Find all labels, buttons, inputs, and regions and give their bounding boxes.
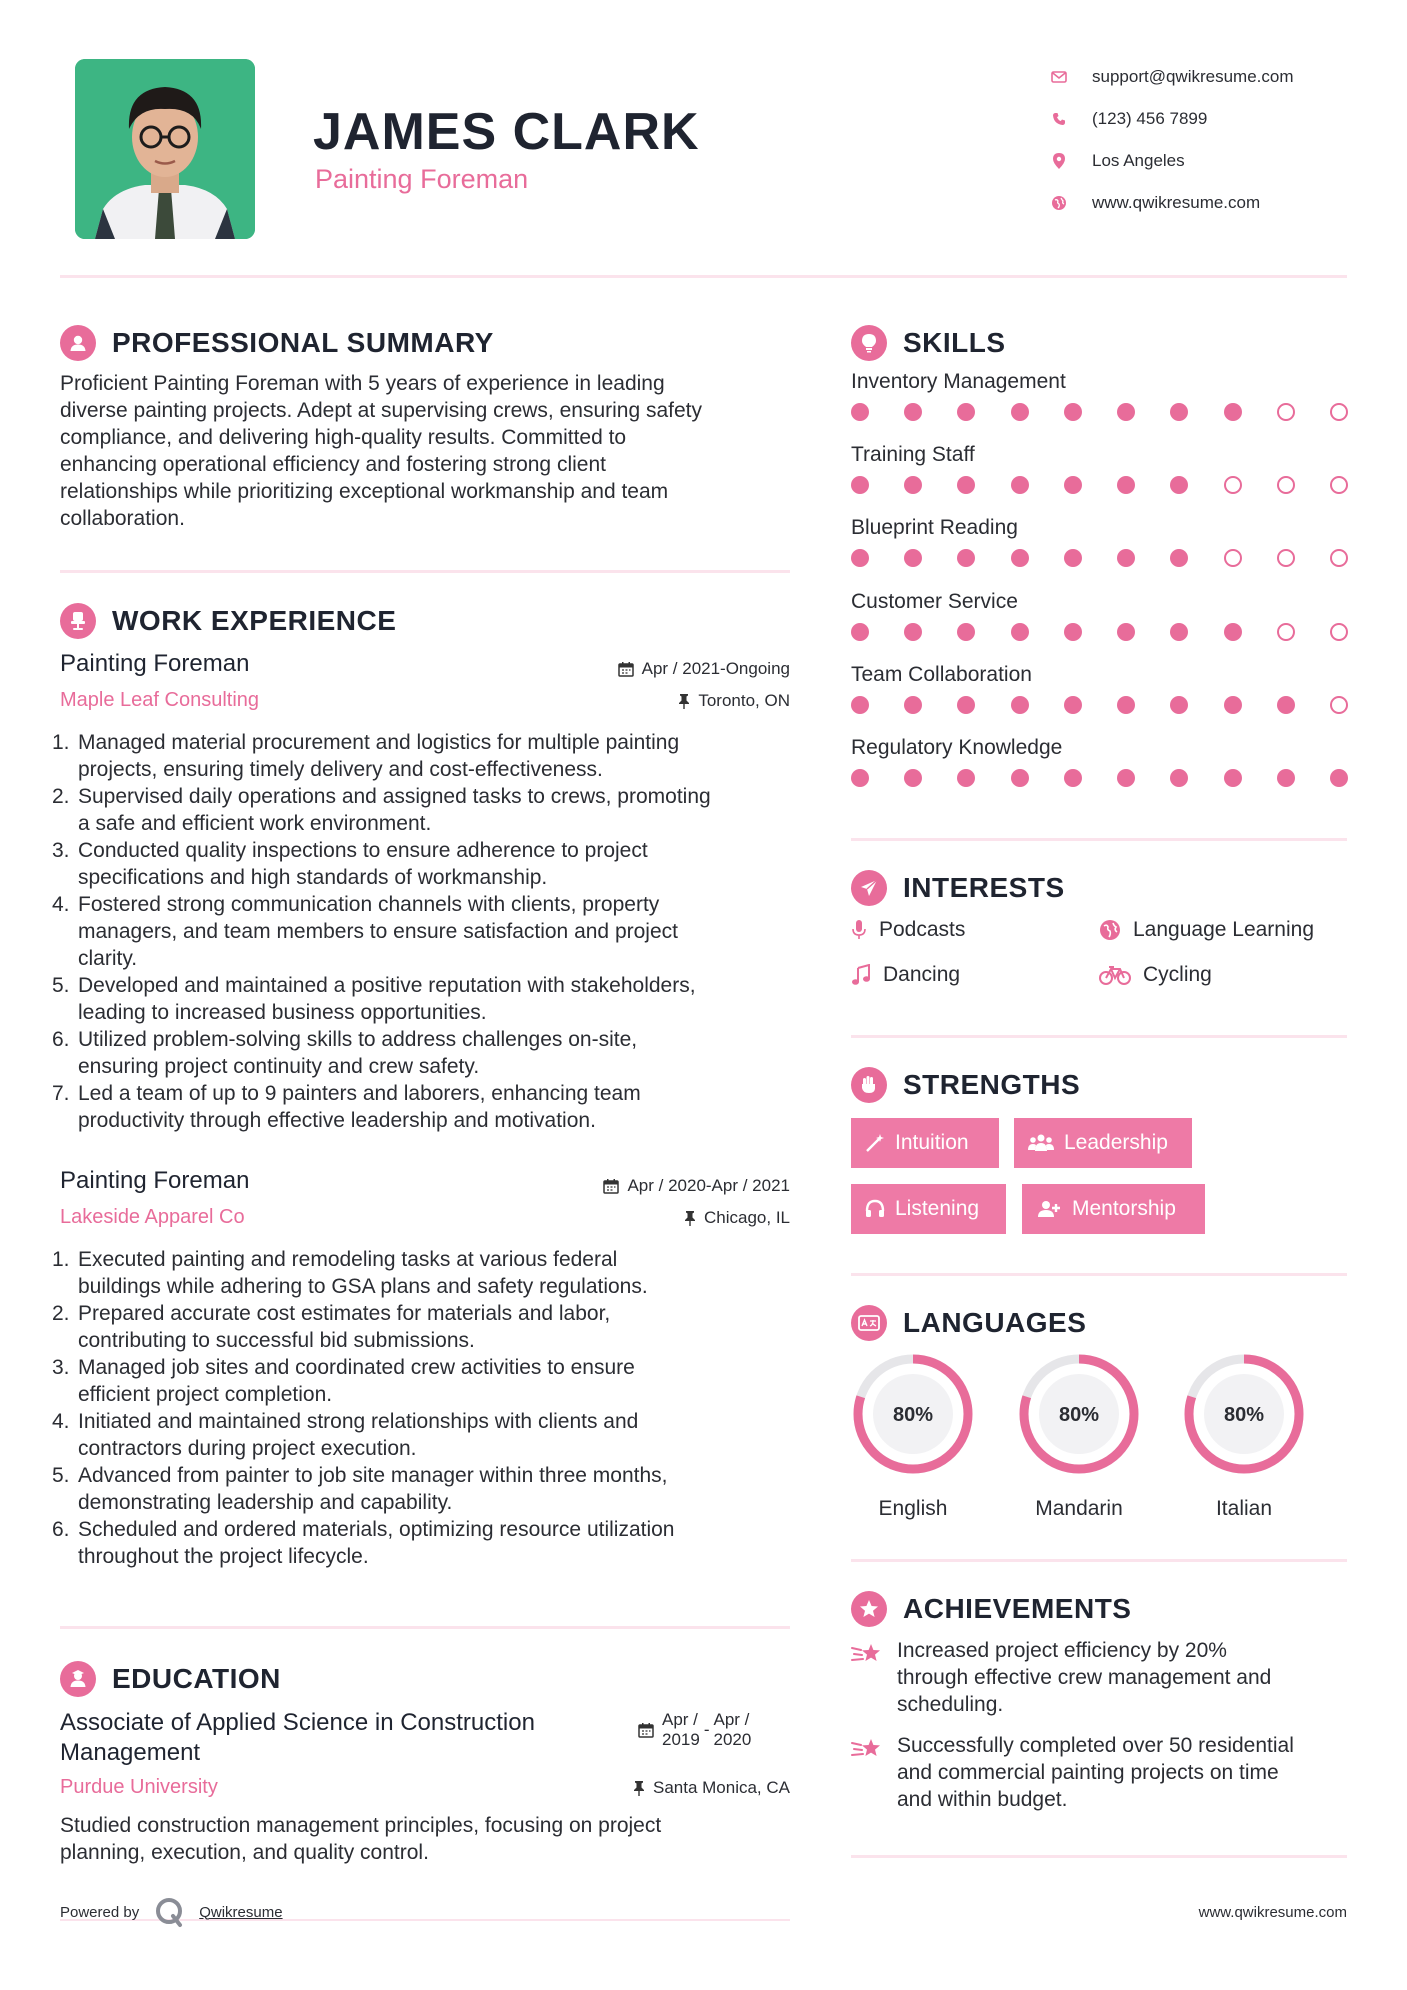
summary-text: [60, 370, 800, 532]
rating-dot-filled: [957, 476, 975, 494]
strength-listening: Listening: [851, 1184, 1006, 1234]
pushpin-icon: [633, 1780, 645, 1796]
job-1-dates-text: Apr / 2021-Ongoing: [641, 659, 790, 678]
rating-dot-filled: [904, 476, 922, 494]
skill-name: Blueprint Reading: [851, 516, 1018, 540]
rating-dot-filled: [1011, 696, 1029, 714]
rating-dot-filled: [1011, 623, 1029, 641]
list-item: 3. Managed job sites and coordinated crew activities to ensure efficient project completion.: [52, 1356, 635, 1406]
rating-dot-filled: [1170, 769, 1188, 787]
contact-email[interactable]: [1050, 56, 1294, 98]
language-card-icon: [851, 1305, 887, 1341]
skill-item: [851, 370, 1351, 421]
skills-header: [851, 325, 1006, 361]
rating-dot-empty: [1224, 476, 1242, 494]
skill-name: Customer Service: [851, 589, 1018, 613]
rating-dot-filled: [1064, 403, 1082, 421]
education-date-end: Apr / 2020: [713, 1710, 752, 1749]
chair-icon: [60, 603, 96, 639]
location-text: Los Angeles: [1092, 151, 1185, 170]
envelope-icon: [1050, 68, 1068, 86]
summary-line: collaboration.: [60, 507, 185, 530]
strength-mentorship: Mentorship: [1022, 1184, 1205, 1234]
languages-title: LANGUAGES: [903, 1307, 1087, 1338]
interests-header: [851, 870, 1065, 906]
summary-header: [60, 325, 494, 361]
language-progress-ring: [1017, 1352, 1141, 1476]
rating-dot-filled: [1011, 476, 1029, 494]
interests-divider: [851, 1035, 1347, 1038]
job-1-company: Maple Leaf Consulting: [60, 689, 260, 711]
microphone-icon: [851, 919, 867, 941]
user-icon: [60, 325, 96, 361]
interest-dancing: Dancing: [851, 963, 960, 987]
job-1-location: [560, 691, 790, 711]
job-2-company: Lakeside Apparel Co: [60, 1206, 245, 1228]
rating-dot-filled: [1117, 549, 1135, 567]
experience-header: [60, 603, 396, 639]
skill-rating: [851, 696, 1348, 714]
job-2-dates-text: Apr / 2020-Apr / 2021: [627, 1176, 790, 1195]
footer-website[interactable]: www.qwikresume.com: [1198, 1904, 1347, 1921]
rating-dot-filled: [1011, 549, 1029, 567]
list-item: 1. Executed painting and remodeling tasks at various federal buildings while adhering to GSA plans and safety regulations.: [52, 1248, 648, 1298]
profile-photo: [75, 59, 255, 239]
graduate-icon: [60, 1661, 96, 1697]
interest-podcasts: Podcasts: [851, 918, 965, 942]
phone-icon: [1050, 110, 1068, 128]
skill-rating: [851, 403, 1348, 421]
globe-icon: [1099, 919, 1121, 941]
rating-dot-filled: [1117, 623, 1135, 641]
experience-title: WORK EXPERIENCE: [112, 605, 397, 636]
list-item: 7. Led a team of up to 9 painters and laborers, enhancing team productivity through effective leadership and motivation.: [52, 1082, 641, 1132]
list-item: 4. Initiated and maintained strong relationships with clients and contractors during project execution.: [52, 1410, 639, 1460]
bicycle-icon: [1099, 965, 1131, 985]
rating-dot-empty: [1277, 476, 1295, 494]
music-note-icon: [851, 964, 871, 986]
job-1-dates: [560, 659, 790, 679]
rating-dot-empty: [1330, 696, 1348, 714]
rating-dot-filled: [904, 403, 922, 421]
languages-divider: [851, 1559, 1347, 1562]
language-progress-ring: [851, 1352, 975, 1476]
rating-dot-empty: [1330, 549, 1348, 567]
language-name: Italian: [1215, 1497, 1273, 1520]
summary-line: diverse painting projects. Adept at supervising crews, ensuring safety: [60, 399, 703, 422]
job-1-title: Painting Foreman: [60, 650, 250, 677]
list-item: 2. Prepared accurate cost estimates for materials and labor, contributing to successful bid submissions.: [52, 1302, 611, 1352]
rating-dot-empty: [1330, 476, 1348, 494]
job-2-title: Painting Foreman: [60, 1167, 250, 1194]
list-item: 3. Conducted quality inspections to ensure adherence to project specifications and high standards of workmanship.: [52, 839, 648, 889]
rating-dot-filled: [1277, 696, 1295, 714]
skill-name: Inventory Management: [851, 370, 1066, 393]
language-name: Mandarin: [1035, 1497, 1123, 1520]
language-item: [851, 1352, 975, 1521]
achievements-header: [851, 1591, 1131, 1627]
rating-dot-filled: [1170, 696, 1188, 714]
achievement-item: Increased project efficiency by 20% through effective crew management and scheduling.: [851, 1637, 1351, 1718]
rating-dot-filled: [904, 696, 922, 714]
headphones-icon: [865, 1199, 885, 1219]
rating-dot-filled: [1117, 769, 1135, 787]
job-2-bullets: [52, 1246, 798, 1570]
powered-by-label: Powered by: [60, 1903, 140, 1921]
strengths-divider: [851, 1273, 1347, 1276]
job-1-location-text: Toronto, ON: [698, 691, 790, 710]
calendar-icon: [618, 661, 634, 677]
language-item: [1182, 1352, 1306, 1521]
rating-dot-filled: [851, 623, 869, 641]
rating-dot-filled: [1277, 769, 1295, 787]
globe-icon: [1050, 194, 1068, 212]
phone-text: (123) 456 7899: [1092, 109, 1208, 128]
skill-item: [851, 516, 1351, 567]
calendar-icon: [603, 1178, 619, 1194]
rating-dot-filled: [851, 769, 869, 787]
rating-dot-filled: [1064, 769, 1082, 787]
skill-item: [851, 443, 1351, 494]
shooting-star-icon: [851, 1736, 883, 1762]
rating-dot-filled: [1064, 476, 1082, 494]
rating-dot-empty: [1277, 403, 1295, 421]
fist-icon: [851, 1067, 887, 1103]
rating-dot-empty: [1330, 623, 1348, 641]
rating-dot-filled: [851, 696, 869, 714]
rating-dot-filled: [957, 623, 975, 641]
degree-title: Associate of Applied Science in Construction Management: [60, 1709, 535, 1766]
strength-intuition: Intuition: [851, 1118, 999, 1168]
pushpin-icon: [678, 693, 690, 709]
rating-dot-filled: [1170, 476, 1188, 494]
language-item: [1017, 1352, 1141, 1521]
skill-item: [851, 663, 1351, 714]
candidate-role: Painting Foreman: [315, 164, 529, 194]
skills-title: SKILLS: [903, 327, 1006, 358]
candidate-name: JAMES CLARK: [313, 103, 700, 161]
star-badge-icon: [851, 1591, 887, 1627]
school-name: Purdue University: [60, 1776, 218, 1798]
interests-title: INTERESTS: [903, 872, 1065, 903]
summary-line: relationships while prioritizing exceptional workmanship and team: [60, 480, 669, 503]
rating-dot-filled: [851, 476, 869, 494]
summary-divider: [60, 570, 790, 573]
education-date-start: Apr / 2019: [662, 1710, 700, 1749]
language-percent: 80%: [1223, 1404, 1265, 1426]
rating-dot-filled: [957, 696, 975, 714]
list-item: 6. Scheduled and ordered materials, optimizing resource utilization throughout the project lifecycle.: [52, 1518, 675, 1568]
contact-website[interactable]: [1050, 182, 1294, 224]
summary-line: enhancing operational efficiency and fostering strong client: [60, 453, 606, 476]
skill-item: [851, 590, 1351, 641]
rating-dot-filled: [1170, 403, 1188, 421]
rating-dot-filled: [1170, 623, 1188, 641]
lightbulb-icon: [851, 325, 887, 361]
powered-by: [60, 1896, 283, 1928]
education-header: [60, 1661, 281, 1697]
list-item: 4. Fostered strong communication channels with clients, property managers, and team members to ensure satisfaction and project clarity.: [52, 893, 678, 970]
education-desc: Studied construction management principles, focusing on project planning, execution, and quality control.: [60, 1814, 662, 1864]
list-item: 6. Utilized problem-solving skills to address challenges on-site, ensuring project continuity and crew safety.: [52, 1028, 638, 1078]
rating-dot-filled: [1064, 696, 1082, 714]
education-dates: Apr / 2019 - Apr / 2020: [638, 1710, 751, 1750]
rating-dot-filled: [1170, 549, 1188, 567]
rating-dot-filled: [1011, 769, 1029, 787]
calendar-icon: [638, 1722, 654, 1738]
rating-dot-filled: [851, 403, 869, 421]
skill-name: Regulatory Knowledge: [851, 736, 1063, 759]
list-item: 1. Managed material procurement and logistics for multiple painting projects, ensuring timely delivery and cost-effectiveness.: [52, 731, 680, 781]
paper-plane-icon: [851, 870, 887, 906]
group-icon: [1028, 1133, 1054, 1153]
strengths-header: [851, 1067, 1080, 1103]
rating-dot-filled: [1224, 403, 1242, 421]
language-name: English: [878, 1497, 948, 1520]
rating-dot-filled: [1117, 403, 1135, 421]
rating-dot-filled: [904, 549, 922, 567]
contact-location: [1050, 140, 1294, 182]
rating-dot-filled: [957, 769, 975, 787]
skill-rating: [851, 769, 1348, 787]
rating-dot-filled: [904, 769, 922, 787]
job-2-location-text: Chicago, IL: [704, 1208, 790, 1227]
skill-rating: [851, 476, 1348, 494]
interest-language-learning: Language Learning: [1099, 918, 1314, 942]
achievements-title: ACHIEVEMENTS: [903, 1593, 1132, 1624]
rating-dot-filled: [1064, 623, 1082, 641]
rating-dot-filled: [957, 403, 975, 421]
rating-dot-filled: [1117, 696, 1135, 714]
rating-dot-filled: [904, 623, 922, 641]
rating-dot-filled: [1011, 403, 1029, 421]
job-2-dates: [540, 1176, 790, 1196]
map-pin-icon: [1050, 152, 1068, 170]
website-text: www.qwikresume.com: [1092, 193, 1261, 212]
language-progress-ring: [1182, 1352, 1306, 1476]
summary-line: Proficient Painting Foreman with 5 years of experience in leading: [60, 372, 665, 395]
job-2-location: [560, 1208, 790, 1228]
rating-dot-filled: [1330, 769, 1348, 787]
skills-divider: [851, 838, 1347, 841]
contact-block: [1050, 56, 1294, 224]
email-text: support@qwikresume.com: [1092, 67, 1294, 86]
rating-dot-filled: [957, 549, 975, 567]
contact-phone[interactable]: [1050, 98, 1294, 140]
education-title: EDUCATION: [112, 1663, 281, 1694]
rating-dot-empty: [1224, 549, 1242, 567]
rating-dot-empty: [1277, 549, 1295, 567]
rating-dot-empty: [1330, 403, 1348, 421]
magic-wand-icon: [865, 1133, 885, 1153]
rating-dot-filled: [1224, 769, 1242, 787]
list-item: 5. Developed and maintained a positive reputation with stakeholders, leading to increased business opportunities.: [52, 974, 696, 1024]
job-1-bullets: [52, 729, 798, 1134]
rating-dot-filled: [1064, 549, 1082, 567]
qwikresume-logo-icon: [153, 1896, 185, 1928]
brand-link[interactable]: Qwikresume: [199, 1903, 283, 1921]
experience-divider: [60, 1626, 790, 1629]
rating-dot-filled: [1117, 476, 1135, 494]
education-location-text: Santa Monica, CA: [652, 1778, 790, 1797]
shooting-star-icon: [851, 1641, 883, 1667]
user-plus-icon: [1036, 1199, 1062, 1219]
skill-name: Team Collaboration: [851, 662, 1032, 686]
summary-title: PROFESSIONAL SUMMARY: [112, 327, 494, 358]
strength-leadership: Leadership: [1014, 1118, 1192, 1168]
language-percent: 80%: [892, 1404, 934, 1426]
strengths-title: STRENGTHS: [903, 1069, 1081, 1100]
education-location: [560, 1778, 790, 1798]
interest-cycling: Cycling: [1099, 963, 1212, 987]
rating-dot-filled: [1224, 696, 1242, 714]
list-item: 2. Supervised daily operations and assigned tasks to crews, promoting a safe and efficient work environment.: [52, 785, 711, 835]
language-percent: 80%: [1058, 1404, 1100, 1426]
skill-rating: [851, 623, 1348, 641]
rating-dot-filled: [851, 549, 869, 567]
skill-rating: [851, 549, 1348, 567]
languages-header: [851, 1305, 1086, 1341]
rating-dot-empty: [1277, 623, 1295, 641]
list-item: 5. Advanced from painter to job site manager within three months, demonstrating leadership and capability.: [52, 1464, 668, 1514]
rating-dot-filled: [1224, 623, 1242, 641]
pushpin-icon: [684, 1210, 696, 1226]
header-divider: [60, 275, 1347, 278]
achievement-item: Successfully completed over 50 residential and commercial painting projects on time and within budget.: [851, 1732, 1351, 1813]
summary-line: compliance, and delivering high-quality results. Committed to: [60, 426, 627, 449]
skill-name: Training Staff: [851, 443, 975, 467]
skill-item: [851, 736, 1351, 787]
achievements-divider: [851, 1855, 1347, 1858]
